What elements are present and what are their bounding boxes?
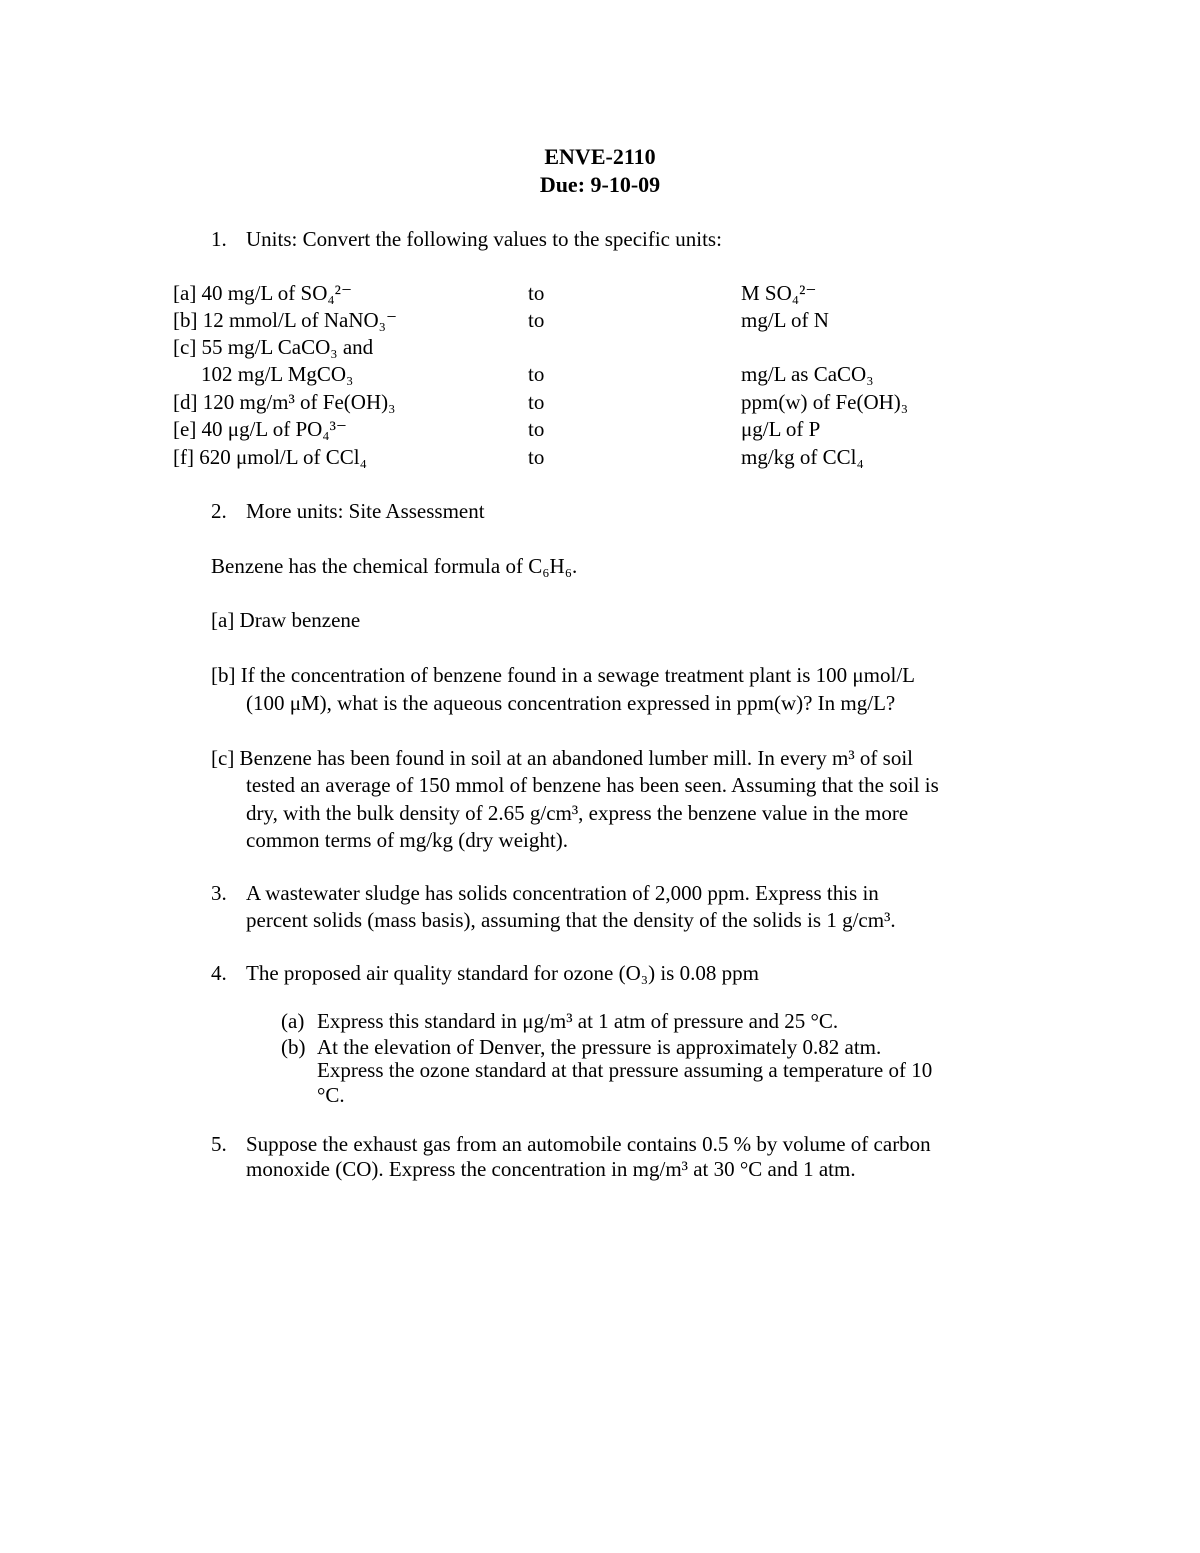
row-e-target: μg/L of P xyxy=(741,417,821,441)
row-c-from: [c] 55 mg/L CaCO₃ and xyxy=(173,335,374,359)
q2-part-c-line4: common terms of mg/kg (dry weight). xyxy=(246,828,568,852)
q4-b-label: (b) xyxy=(281,1035,306,1059)
row-c2-from: 102 mg/L MgCO₃ xyxy=(201,362,354,386)
q3-line2: percent solids (mass basis), assuming that the density of the solids is 1 g/cm³. xyxy=(246,908,896,932)
q2-part-c-line2: tested an average of 150 mmol of benzene has been seen. Assuming that the soil is xyxy=(246,773,939,797)
q5-line1: Suppose the exhaust gas from an automobile contains 0.5 % by volume of carbon xyxy=(246,1132,931,1156)
q4-number: 4. xyxy=(211,961,227,985)
row-d-from: [d] 120 mg/m³ of Fe(OH)₃ xyxy=(173,390,396,414)
q2-part-b-line1: [b] If the concentration of benzene found in a sewage treatment plant is 100 μmol/L xyxy=(211,663,916,687)
q4-a-label: (a) xyxy=(281,1009,305,1033)
row-a-to: to xyxy=(528,281,545,305)
row-a-from: [a] 40 mg/L of SO₄²⁻ xyxy=(173,281,353,305)
q2-text: More units: Site Assessment xyxy=(246,499,485,523)
row-e-from: [e] 40 μg/L of PO₄³⁻ xyxy=(173,417,347,441)
q5-number: 5. xyxy=(211,1132,227,1156)
q2-part-c-line3: dry, with the bulk density of 2.65 g/cm³, express the benzene value in the more xyxy=(246,801,909,825)
row-f-target: mg/kg of CCl₄ xyxy=(741,445,864,469)
row-f-from: [f] 620 μmol/L of CCl₄ xyxy=(173,445,367,469)
row-b-to: to xyxy=(528,308,545,332)
q4-a-text: Express this standard in μg/m³ at 1 atm of pressure and 25 °C. xyxy=(317,1009,839,1033)
q2-part-b-line2: (100 μM), what is the aqueous concentration expressed in ppm(w)? In mg/L? xyxy=(246,691,896,715)
row-a-target: M SO₄²⁻ xyxy=(741,281,817,305)
q4-b-line2: Express the ozone standard at that pressure assuming a temperature of 10 xyxy=(317,1058,933,1082)
row-b-target: mg/L of N xyxy=(741,308,829,332)
q1-number: 1. xyxy=(211,227,227,251)
q3-line1: A wastewater sludge has solids concentration of 2,000 ppm. Express this in xyxy=(246,881,879,905)
q1-text: Units: Convert the following values to the specific units: xyxy=(246,227,722,251)
q2-intro: Benzene has the chemical formula of C₆H₆. xyxy=(211,554,578,578)
q4-b-line3: °C. xyxy=(317,1083,345,1107)
q4-b-line1: At the elevation of Denver, the pressure is approximately 0.82 atm. xyxy=(317,1035,882,1059)
q2-part-c-line1: [c] Benzene has been found in soil at an abandoned lumber mill. In every m³ of soil xyxy=(211,746,914,770)
q3-number: 3. xyxy=(211,881,227,905)
q4-text: The proposed air quality standard for ozone (O₃) is 0.08 ppm xyxy=(246,961,759,985)
q2-part-a: [a] Draw benzene xyxy=(211,608,361,632)
row-d-to: to xyxy=(528,390,545,414)
q2-number: 2. xyxy=(211,499,227,523)
row-b-from: [b] 12 mmol/L of NaNO₃⁻ xyxy=(173,308,398,332)
course-title: ENVE-2110 xyxy=(544,144,656,169)
row-f-to: to xyxy=(528,445,545,469)
row-c2-to: to xyxy=(528,362,545,386)
row-d-target: ppm(w) of Fe(OH)₃ xyxy=(741,390,909,414)
row-c2-target: mg/L as CaCO₃ xyxy=(741,362,874,386)
q5-line2: monoxide (CO). Express the concentration in mg/m³ at 30 °C and 1 atm. xyxy=(246,1157,856,1181)
due-date: Due: 9-10-09 xyxy=(539,172,661,197)
row-e-to: to xyxy=(528,417,545,441)
